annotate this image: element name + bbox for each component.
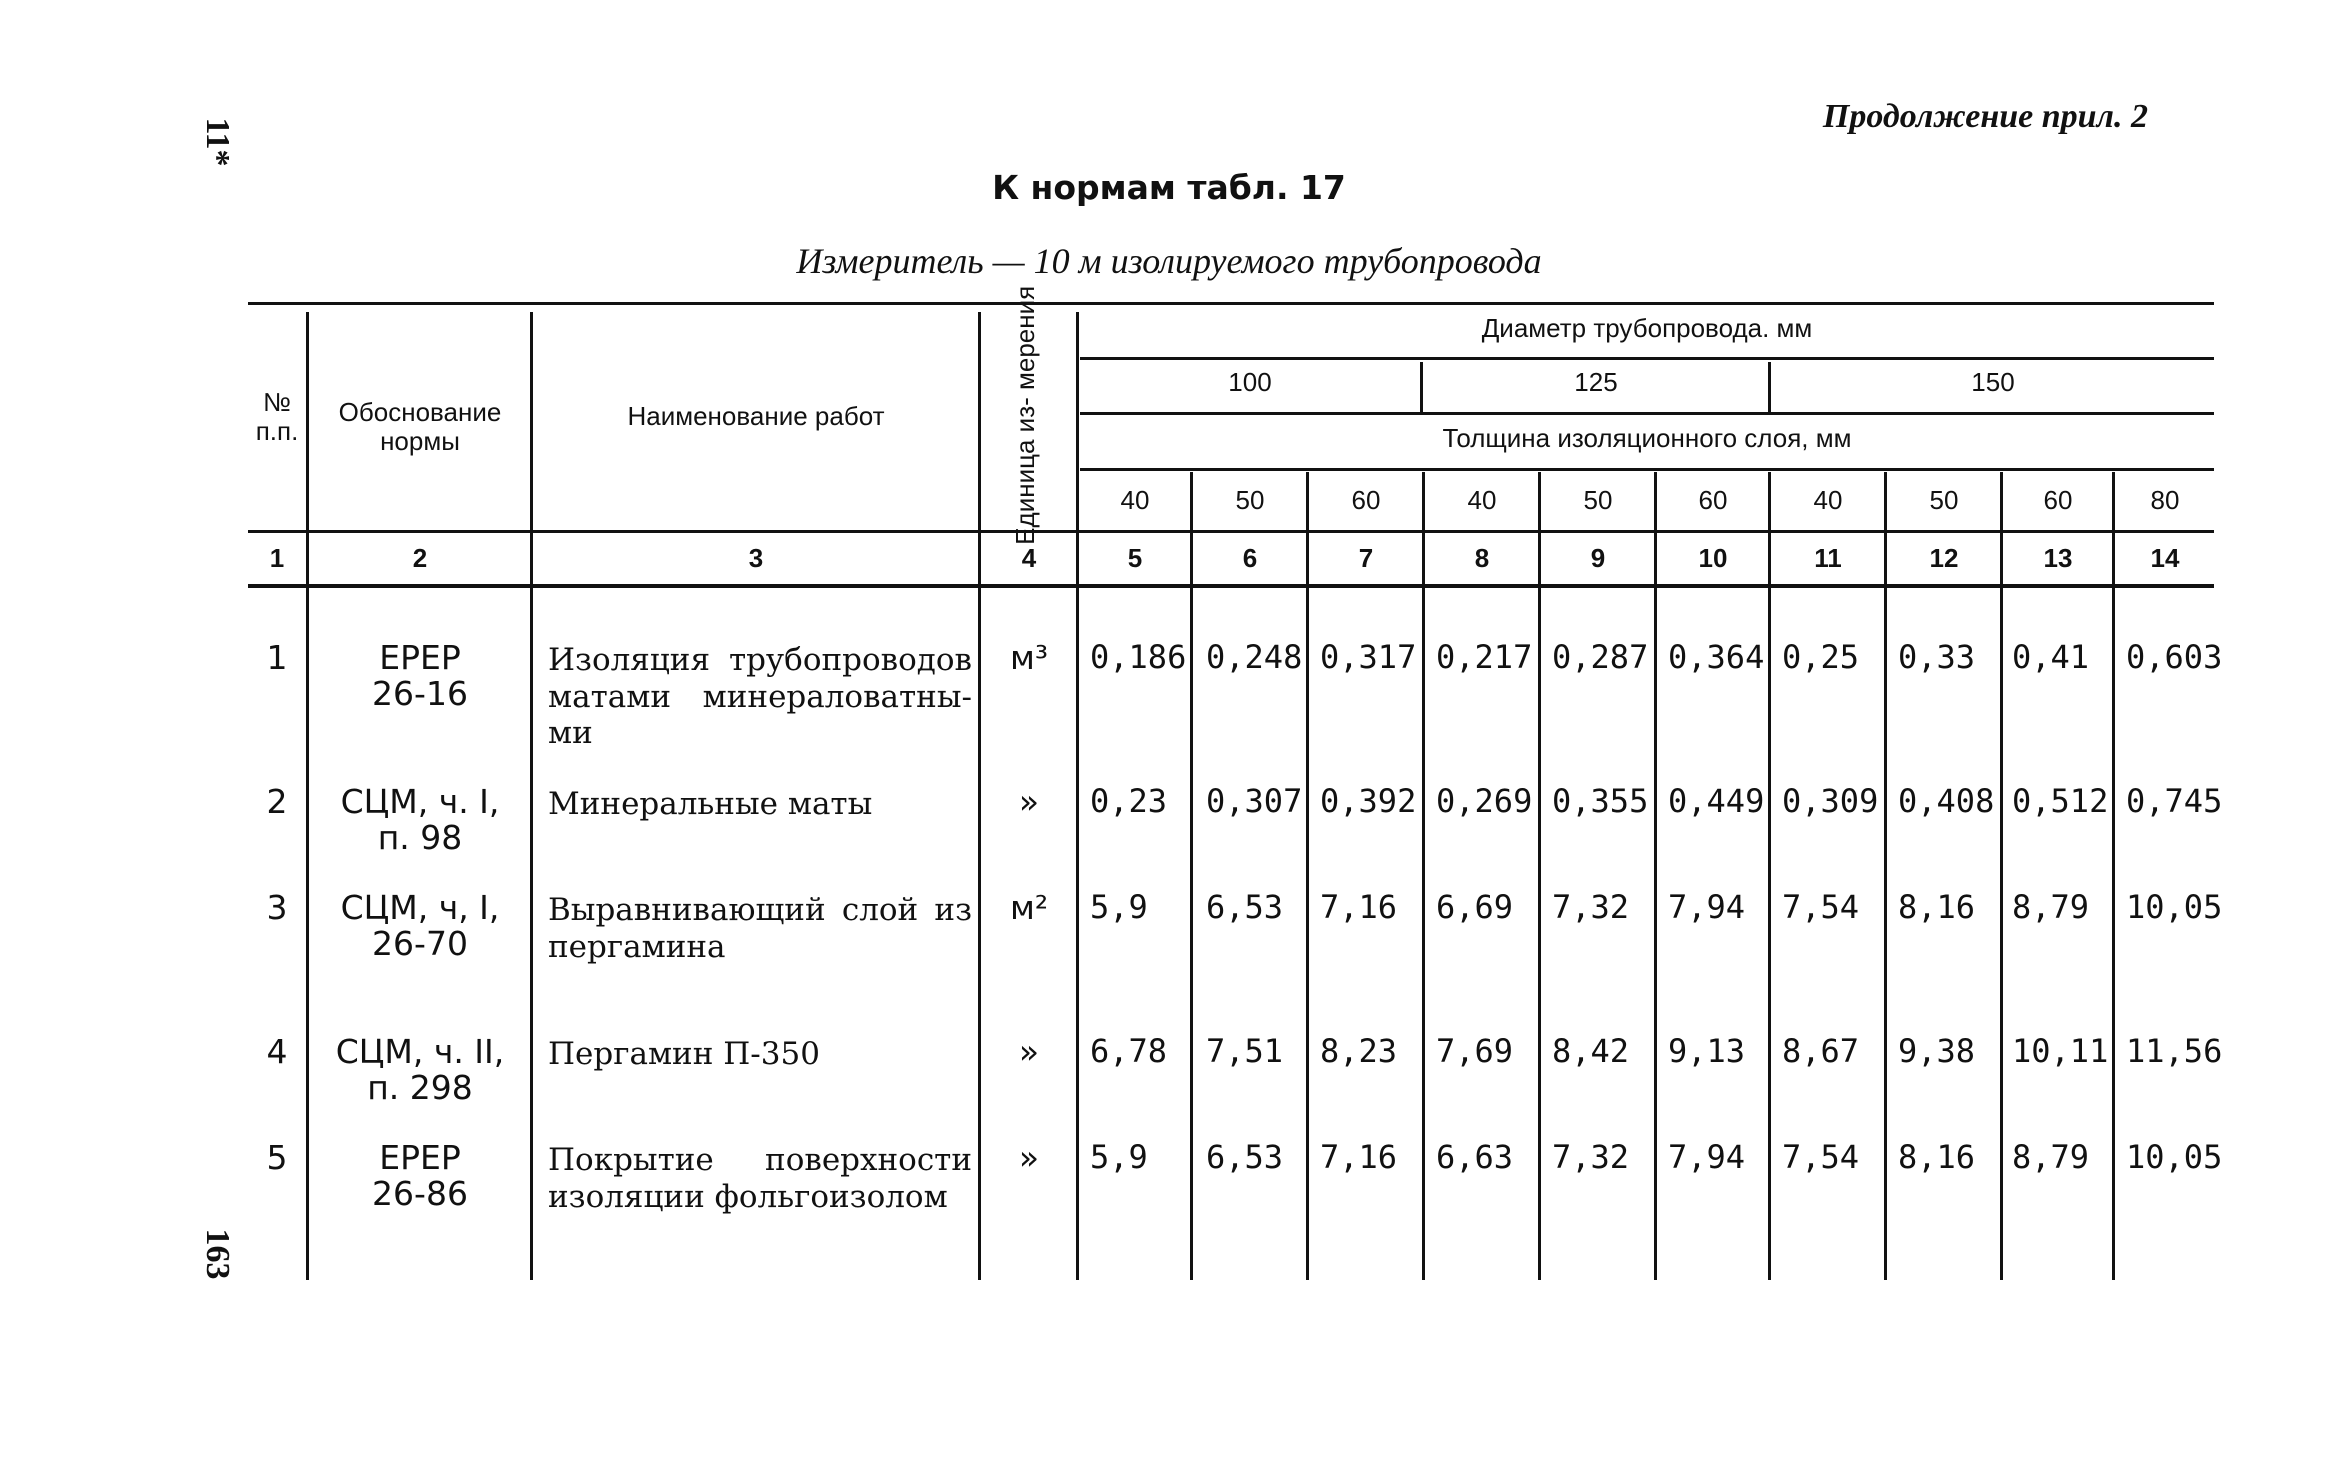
row-value: 0,745 — [2126, 782, 2223, 820]
row-value: 0,364 — [1668, 638, 1765, 676]
row-work-name: Выравнивающий слой из пергамина — [548, 892, 972, 965]
row-value: 8,16 — [1898, 1138, 1976, 1176]
col-number: 6 — [1242, 543, 1258, 573]
row-value: 7,32 — [1552, 888, 1630, 926]
row-value: 8,42 — [1552, 1032, 1630, 1070]
row-value: 0,33 — [1898, 638, 1976, 676]
row-basis: 26-70 — [372, 924, 468, 963]
row-unit: » — [1018, 1138, 1040, 1177]
header-thickness: 40 — [1120, 485, 1150, 515]
row-value: 0,392 — [1320, 782, 1417, 820]
vline-c6 — [1190, 472, 1193, 1280]
row-value: 8,16 — [1898, 888, 1976, 926]
row-value: 8,79 — [2012, 888, 2090, 926]
row-value: 0,449 — [1668, 782, 1765, 820]
row-value: 0,41 — [2012, 638, 2090, 676]
col-number: 8 — [1474, 543, 1490, 573]
vline-c10 — [1654, 472, 1657, 1280]
row-value: 0,309 — [1782, 782, 1879, 820]
header-no: № п.п. — [255, 387, 299, 446]
rule-thickness — [1080, 468, 2214, 471]
rule-numbers — [248, 584, 2214, 588]
col-number: 5 — [1127, 543, 1143, 573]
vline-c12 — [1884, 472, 1887, 1280]
row-value: 7,69 — [1436, 1032, 1514, 1070]
table-subtitle: Измеритель — 10 м изолируемого трубопровода — [796, 241, 1542, 281]
row-basis: СЦМ, ч. I, — [340, 782, 500, 821]
row-value: 0,248 — [1206, 638, 1303, 676]
row-unit: » — [1018, 1032, 1040, 1071]
header-thickness: 60 — [1698, 485, 1728, 515]
row-number: 1 — [266, 638, 288, 677]
vline-4 — [1076, 312, 1079, 1280]
col-number: 12 — [1929, 543, 1959, 573]
row-value: 6,78 — [1090, 1032, 1168, 1070]
vline-c9 — [1538, 472, 1541, 1280]
header-diameter-125: 125 — [1574, 367, 1618, 397]
row-basis: п. 298 — [367, 1068, 473, 1107]
row-work-name: Изоляция трубопроводов матами минераловатны-ми — [548, 642, 972, 752]
row-basis: СЦМ, ч, I, — [340, 888, 500, 927]
row-work-name: Пергамин П-350 — [548, 1036, 820, 1072]
row-unit: м³ — [1009, 638, 1049, 677]
row-basis: СЦМ, ч. II, — [335, 1032, 505, 1071]
margin-mark: 11* — [199, 117, 236, 167]
row-number: 2 — [266, 782, 288, 821]
row-value: 0,408 — [1898, 782, 1995, 820]
vline-d2 — [1768, 362, 1771, 412]
col-number: 14 — [2150, 543, 2180, 573]
header-thickness: 80 — [2150, 485, 2180, 515]
col-number: 11 — [1814, 543, 1842, 573]
row-value: 0,23 — [1090, 782, 1168, 820]
row-value: 0,287 — [1552, 638, 1649, 676]
col-number: 1 — [269, 543, 285, 573]
vline-c7 — [1306, 472, 1309, 1280]
row-value: 6,69 — [1436, 888, 1514, 926]
vline-1 — [306, 312, 309, 1280]
header-thickness: 50 — [1235, 485, 1265, 515]
row-value: 11,56 — [2126, 1032, 2223, 1070]
row-value: 0,355 — [1552, 782, 1649, 820]
vline-c8 — [1422, 472, 1425, 1280]
col-number: 10 — [1698, 543, 1728, 573]
row-unit: м² — [1009, 888, 1049, 927]
row-value: 7,32 — [1552, 1138, 1630, 1176]
row-value: 7,94 — [1668, 1138, 1746, 1176]
col-number: 3 — [748, 543, 764, 573]
row-number: 4 — [266, 1032, 288, 1071]
row-value: 5,9 — [1090, 888, 1148, 926]
row-value: 0,217 — [1436, 638, 1533, 676]
row-value: 0,269 — [1436, 782, 1533, 820]
row-basis: ЕРЕР — [379, 1138, 461, 1177]
top-rule — [248, 302, 2214, 305]
row-value: 0,307 — [1206, 782, 1303, 820]
row-number: 5 — [266, 1138, 288, 1177]
row-value: 8,23 — [1320, 1032, 1398, 1070]
row-value: 6,63 — [1436, 1138, 1514, 1176]
row-value: 10,05 — [2126, 1138, 2223, 1176]
header-diameter-100: 100 — [1228, 367, 1272, 397]
row-value: 0,25 — [1782, 638, 1860, 676]
row-value: 0,186 — [1090, 638, 1187, 676]
row-number: 3 — [266, 888, 288, 927]
col-number: 9 — [1590, 543, 1606, 573]
rule-header-end — [248, 530, 2214, 533]
col-number: 4 — [1021, 543, 1037, 573]
header-thickness-group: Толщина изоляционного слоя, мм — [1442, 423, 1852, 453]
continuation-label: Продолжение прил. 2 — [1822, 98, 2148, 135]
row-value: 6,53 — [1206, 888, 1284, 926]
header-thickness: 40 — [1813, 485, 1843, 515]
row-basis: 26-86 — [372, 1174, 468, 1213]
row-value: 10,11 — [2012, 1032, 2109, 1070]
rule-diam — [1080, 357, 2214, 360]
page-number: 163 — [199, 1228, 236, 1280]
col-number: 2 — [412, 543, 428, 573]
header-thickness: 40 — [1467, 485, 1497, 515]
row-basis: 26-16 — [372, 674, 468, 713]
row-value: 8,67 — [1782, 1032, 1860, 1070]
row-value: 7,16 — [1320, 888, 1398, 926]
row-value: 9,13 — [1668, 1032, 1746, 1070]
header-thickness: 60 — [1351, 485, 1381, 515]
table-title: К нормам табл. 17 — [992, 168, 1346, 207]
header-thickness: 50 — [1583, 485, 1613, 515]
header-diameter-group: Диаметр трубопровода. мм — [1481, 313, 1813, 343]
rule-diameters — [1080, 412, 2214, 415]
vline-2 — [530, 312, 533, 1280]
vline-d1 — [1420, 362, 1423, 412]
row-value: 7,54 — [1782, 888, 1860, 926]
col-number: 13 — [2043, 543, 2073, 573]
row-value: 9,38 — [1898, 1032, 1976, 1070]
row-value: 7,16 — [1320, 1138, 1398, 1176]
header-unit: Единица из- мерения — [1010, 285, 1041, 545]
row-value: 7,51 — [1206, 1032, 1284, 1070]
row-value: 0,512 — [2012, 782, 2109, 820]
row-unit: » — [1018, 782, 1040, 821]
col-number: 7 — [1358, 543, 1374, 573]
row-basis: ЕРЕР — [379, 638, 461, 677]
header-thickness: 50 — [1929, 485, 1959, 515]
header-name: Наименование работ — [627, 401, 885, 431]
header-basis: Обоснование нормы — [338, 397, 502, 456]
row-value: 8,79 — [2012, 1138, 2090, 1176]
row-value: 5,9 — [1090, 1138, 1148, 1176]
row-value: 0,603 — [2126, 638, 2223, 676]
row-value: 7,54 — [1782, 1138, 1860, 1176]
row-value: 7,94 — [1668, 888, 1746, 926]
row-value: 0,317 — [1320, 638, 1417, 676]
header-thickness: 60 — [2043, 485, 2073, 515]
row-value: 10,05 — [2126, 888, 2223, 926]
row-value: 6,53 — [1206, 1138, 1284, 1176]
vline-c11 — [1768, 472, 1771, 1280]
vline-c13 — [2000, 472, 2003, 1280]
row-basis: п. 98 — [377, 818, 463, 857]
header-diameter-150: 150 — [1971, 367, 2015, 397]
row-work-name: Покрытие поверхности изоляции фольгоизолом — [548, 1142, 972, 1215]
vline-c14 — [2112, 472, 2115, 1280]
row-work-name: Минеральные маты — [548, 786, 873, 822]
